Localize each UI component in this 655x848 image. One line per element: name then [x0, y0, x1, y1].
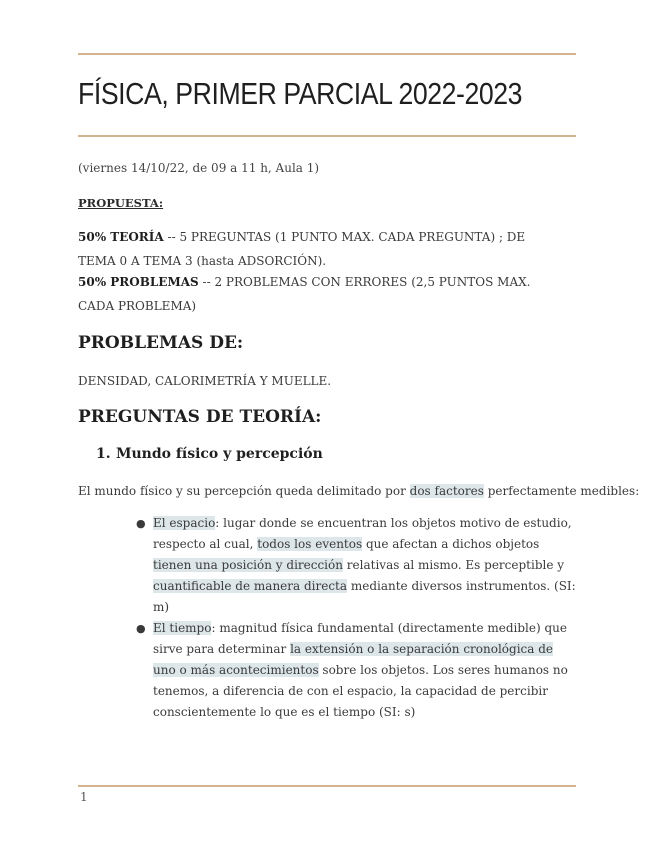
- teoria-heading: PREGUNTAS DE TEORÍA:: [78, 407, 322, 427]
- top-rule: [78, 53, 576, 55]
- intro-text-a: El mundo físico y su percepción queda delimitado por: [78, 484, 410, 498]
- problemas-line: [78, 270, 558, 318]
- page-number: 1: [80, 790, 88, 804]
- propuesta-label: PROPUESTA:: [78, 196, 164, 210]
- title-rule: [78, 135, 576, 137]
- list-item: [136, 513, 576, 618]
- problemas-text: -- 2 PROBLEMAS CON ERRORES (2,5 PUNTOS MAX. CADA PROBLEMA): [78, 275, 531, 313]
- section-1-intro: [78, 481, 639, 501]
- section-1-title: Mundo físico y percepción: [116, 446, 323, 462]
- bullet1-text-3: relativas al mismo. Es perceptible y: [342, 558, 565, 572]
- exam-details: (viernes 14/10/22, de 09 a 11 h, Aula 1): [78, 161, 320, 175]
- bullet1-text-2: que afectan a dichos objetos: [362, 537, 540, 551]
- bullet2-text-2: sobre los objetos. Los seres humanos no tenemos, a diferencia de con el espacio, la capacidad de percibir conscientemente lo que es el tiempo (SI: s): [153, 663, 568, 719]
- bullet1-text-4: mediante diversos instrumentos. (SI: m): [153, 579, 576, 614]
- intro-text-b: perfectamente medibles:: [483, 484, 640, 498]
- section-1-heading: [96, 446, 323, 462]
- bullet2-text-1: : magnitud física fundamental (directamente medible) que sirve para determinar: [153, 621, 568, 656]
- bullet1-text-1: : lugar donde se encuentran los objetos motivo de estudio, respecto al cual,: [153, 516, 572, 551]
- bullet1-highlight-1: El espacio: [153, 516, 216, 530]
- bullet2-highlight-1: El tiempo: [153, 621, 212, 635]
- bullet2-highlight-2: la extensión o la separación cronológica de uno o más acontecimientos: [153, 642, 554, 677]
- list-item: [136, 618, 576, 723]
- intro-highlight: dos factores: [409, 484, 484, 498]
- bullet-icon: ●: [136, 622, 146, 635]
- problemas-heading: PROBLEMAS DE:: [78, 333, 244, 353]
- section-1-number: 1.: [96, 446, 111, 462]
- section-1-bullets: [136, 513, 576, 723]
- teoria-label: 50% TEORÍA: [78, 230, 164, 244]
- teoria-text: -- 5 PREGUNTAS (1 PUNTO MAX. CADA PREGUNTA) ; DE TEMA 0 A TEMA 3 (hasta ADSORCIÓN).: [78, 230, 526, 268]
- bullet1-highlight-4: cuantificable de manera directa: [153, 579, 348, 593]
- bullet1-highlight-2: todos los eventos: [257, 537, 363, 551]
- problemas-label: 50% PROBLEMAS: [78, 275, 199, 289]
- teoria-line: [78, 225, 558, 273]
- problemas-list: DENSIDAD, CALORIMETRÍA Y MUELLE.: [78, 374, 332, 388]
- bullet1-highlight-3: tienen una posición y dirección: [153, 558, 343, 572]
- footer-rule: [78, 785, 576, 787]
- document-title: FÍSICA, PRIMER PARCIAL 2022-2023: [78, 76, 523, 111]
- bullet-icon: ●: [136, 517, 146, 530]
